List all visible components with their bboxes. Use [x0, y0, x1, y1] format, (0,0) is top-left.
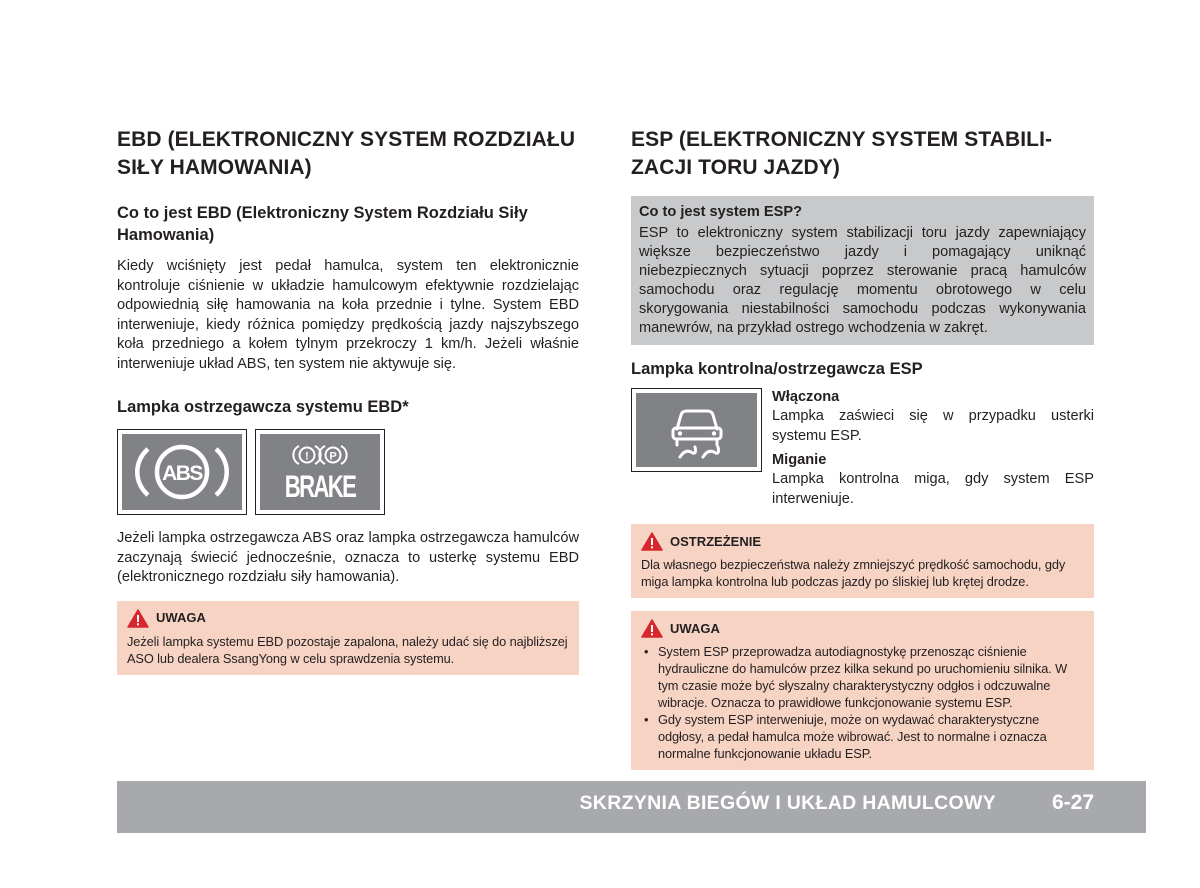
warning-triangle-icon — [641, 619, 663, 638]
ebd-warning-box — [117, 601, 579, 675]
esp-on-text: Lampka zaświeci się w przypadku usterki systemu ESP. — [772, 408, 1094, 444]
esp-warning-title: UWAGA — [670, 620, 720, 636]
esp-title: ESP (ELEKTRONICZNY SYSTEM STABILI-ZACJI TORU JAZDY) — [631, 128, 1053, 179]
esp-on-label: Włączona — [772, 389, 840, 405]
esp-warning-box — [631, 611, 1094, 770]
warning-triangle-icon — [127, 609, 149, 628]
esp-lamp-descriptions — [772, 388, 1094, 509]
ebd-column — [117, 126, 579, 675]
ebd-lamp-icons — [117, 429, 579, 515]
abs-lamp-graphic — [130, 439, 234, 505]
ebd-title: EBD (ELEKTRONICZNY SYSTEM ROZDZIAŁU SIŁY HAMOWANIA) — [117, 128, 576, 179]
list-item: • Gdy system ESP interweniuje, może on wydawać charakterystyczne odgłosy, a pedał hamulca może wibrować. Jest to normalne i oznacza normalne funkcjonowanie układu ESP. — [641, 711, 1084, 762]
page-number: 6-27 — [1051, 791, 1094, 814]
brake-lamp-icon — [255, 429, 385, 515]
esp-lamp-row — [631, 388, 1094, 509]
ebd-lamp-heading: Lampka ostrzegawcza systemu EBD* — [117, 398, 409, 416]
esp-column — [631, 126, 1094, 770]
esp-blink-text: Lampka kontrolna miga, gdy system ESP interweniuje. — [772, 471, 1094, 507]
page-footer — [117, 781, 1146, 833]
abs-lamp-label: ABS — [162, 462, 202, 485]
esp-caution-box — [631, 524, 1094, 598]
esp-what-box — [631, 196, 1094, 345]
esp-what-text: ESP to elektroniczny system stabilizacji toru jazdy zapewniający większe bezpieczeństwo jazdy i pomagający uniknąć niebezpiecznych sytuacji poprzez sterowanie pracą hamulców samochodu oraz regulację momentu obrotowego w celu skorygowania niestabilności samochodu podczas wykonywania manewrów, na przykład ostrego wchodzenia w zakręt. — [639, 225, 1086, 336]
esp-skid-car-graphic — [647, 395, 747, 465]
brake-parking-symbol: P — [329, 450, 337, 463]
brake-lamp-graphic — [268, 437, 372, 507]
chapter-title: SKRZYNIA BIEGÓW I UKŁAD HAMULCOWY — [579, 792, 996, 814]
brake-lamp-label: BRAKE — [284, 469, 356, 504]
esp-what-heading: Co to jest system ESP? — [639, 204, 803, 220]
ebd-warning-title: UWAGA — [156, 610, 206, 625]
esp-skid-car-icon — [631, 388, 762, 472]
warning-triangle-icon — [641, 532, 663, 551]
esp-lamp-heading: Lampka kontrolna/ostrzegawcza ESP — [631, 360, 923, 378]
ebd-lamp-text: Jeżeli lampka ostrzegawcza ABS oraz lampka ostrzegawcza hamulców zaczynają świecić jednocześnie, oznacza to usterkę systemu EBD (elektronicznego rozdziału siły hamowania). — [117, 530, 579, 585]
abs-lamp-icon — [117, 429, 247, 515]
ebd-what-text: Kiedy wciśnięty jest pedał hamulca, system ten elektronicznie kontroluje ciśnienie w układzie hamulcowym efektywnie rozdzielając odpowiednią siłę hamowania na koła przednie i tylne. System EBD interweniuje, kiedy różnica pomiędzy prędkością jazdy najszybszego koła przedniego a kołem tylnym przekroczy 1 km/h. Jeżeli właśnie interweniuje układ ABS, ten system nie aktywuje się. — [117, 258, 579, 372]
ebd-what-heading: Co to jest EBD (Elektroniczny System Rozdziału Siły Hamowania) — [117, 204, 528, 244]
ebd-warning-text: Jeżeli lampka systemu EBD pozostaje zapalona, należy udać się do najbliższej ASO lub dealera SsangYong w celu sprawdzenia systemu. — [127, 633, 568, 666]
esp-caution-title: OSTRZEŻENIE — [670, 533, 762, 549]
esp-caution-text: Dla własnego bezpieczeństwa należy zmniejszyć prędkość samochodu, gdy miga lampka kontrolna lub podczas jazdy po śliskiej lub krętej drodze. — [641, 557, 1066, 589]
list-item: • System ESP przeprowadza autodiagnostykę przenosząc ciśnienie hydrauliczne do hamulców przez kilka sekund po uruchomieniu silnika. W tym czasie może być słyszalny charakterystyczny odgłos i odczuwalne wibracje. Oznacza to prawidłowe funkcjonowanie systemu ESP. — [641, 643, 1084, 711]
esp-blink-label: Miganie — [772, 452, 827, 468]
brake-exclamation-symbol: ! — [305, 450, 309, 463]
esp-warning-list — [641, 643, 1084, 762]
